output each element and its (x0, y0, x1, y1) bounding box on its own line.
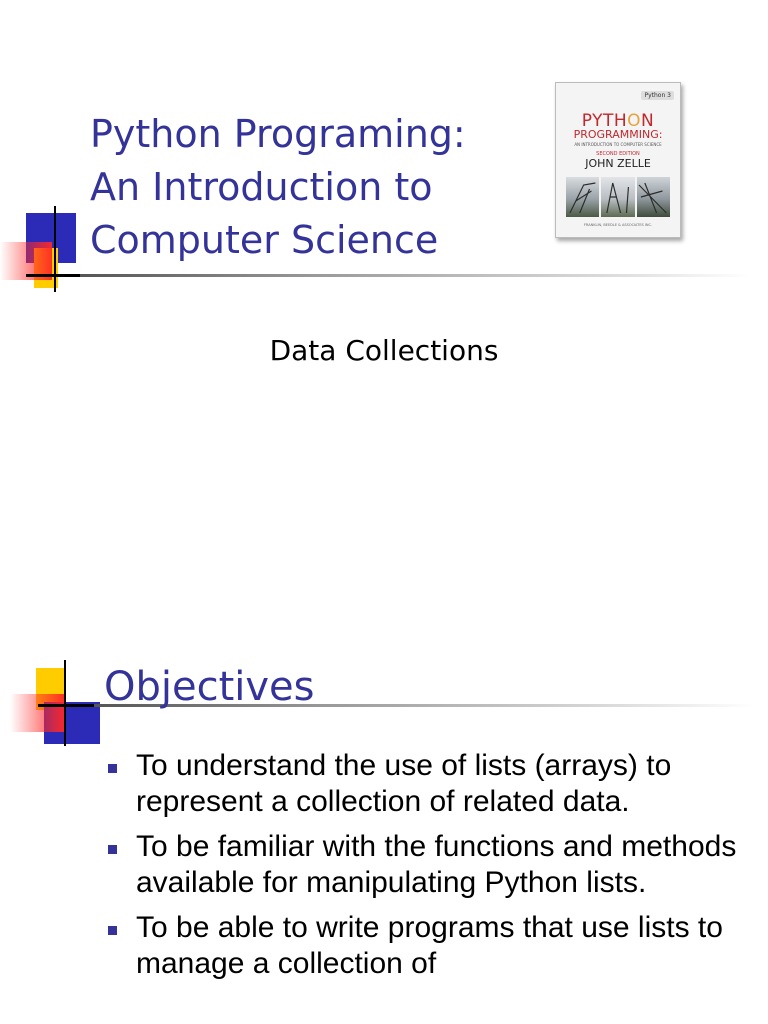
book-title: PYTHON (581, 111, 655, 131)
title-rule-dark (38, 704, 98, 707)
slide-subtitle: Data Collections (269, 334, 499, 367)
slide-title-line: Python Programing: (90, 112, 466, 156)
objectives-slide (0, 620, 768, 1024)
list-item-text: To be able to write programs that use lists to manage a collection of (136, 911, 723, 980)
slide-title: Objectives (104, 664, 315, 710)
title-rule-dark (26, 274, 86, 277)
slide-logo-decoration (0, 200, 90, 295)
book-subtitle: PROGRAMMING: (573, 128, 663, 141)
book-tagline: AN INTRODUCTION TO COMPUTER SCIENCE (574, 142, 662, 147)
list-item-text: To be familiar with the functions and methods available for manipulating Python lists. (136, 830, 737, 899)
list-item (106, 829, 756, 901)
list-item-text: To understand the use of lists (arrays) to represent a collection of related data. (136, 749, 672, 818)
book-badge: Python 3 (641, 91, 674, 100)
book-cover-image (555, 82, 681, 238)
list-item (106, 910, 756, 982)
book-photos (566, 177, 670, 217)
square-bullet-icon (108, 926, 117, 935)
book-photo (637, 177, 670, 217)
book-photo (601, 177, 634, 217)
book-publisher: FRANKLIN, BEEDLE & ASSOCIATES INC. (583, 223, 653, 227)
slide-logo-decoration (0, 652, 110, 752)
list-item (106, 748, 756, 820)
slide-title-line: Computer Science (90, 218, 439, 262)
book-author: JOHN ZELLE (585, 157, 651, 170)
book-edition: SECOND EDITION (596, 151, 640, 157)
square-bullet-icon (108, 845, 117, 854)
objectives-list (106, 748, 756, 991)
book-photo (566, 177, 599, 217)
slide-title-line: An Introduction to (90, 165, 433, 209)
square-bullet-icon (108, 764, 117, 773)
title-rule (80, 274, 750, 277)
slide-title (90, 108, 510, 267)
